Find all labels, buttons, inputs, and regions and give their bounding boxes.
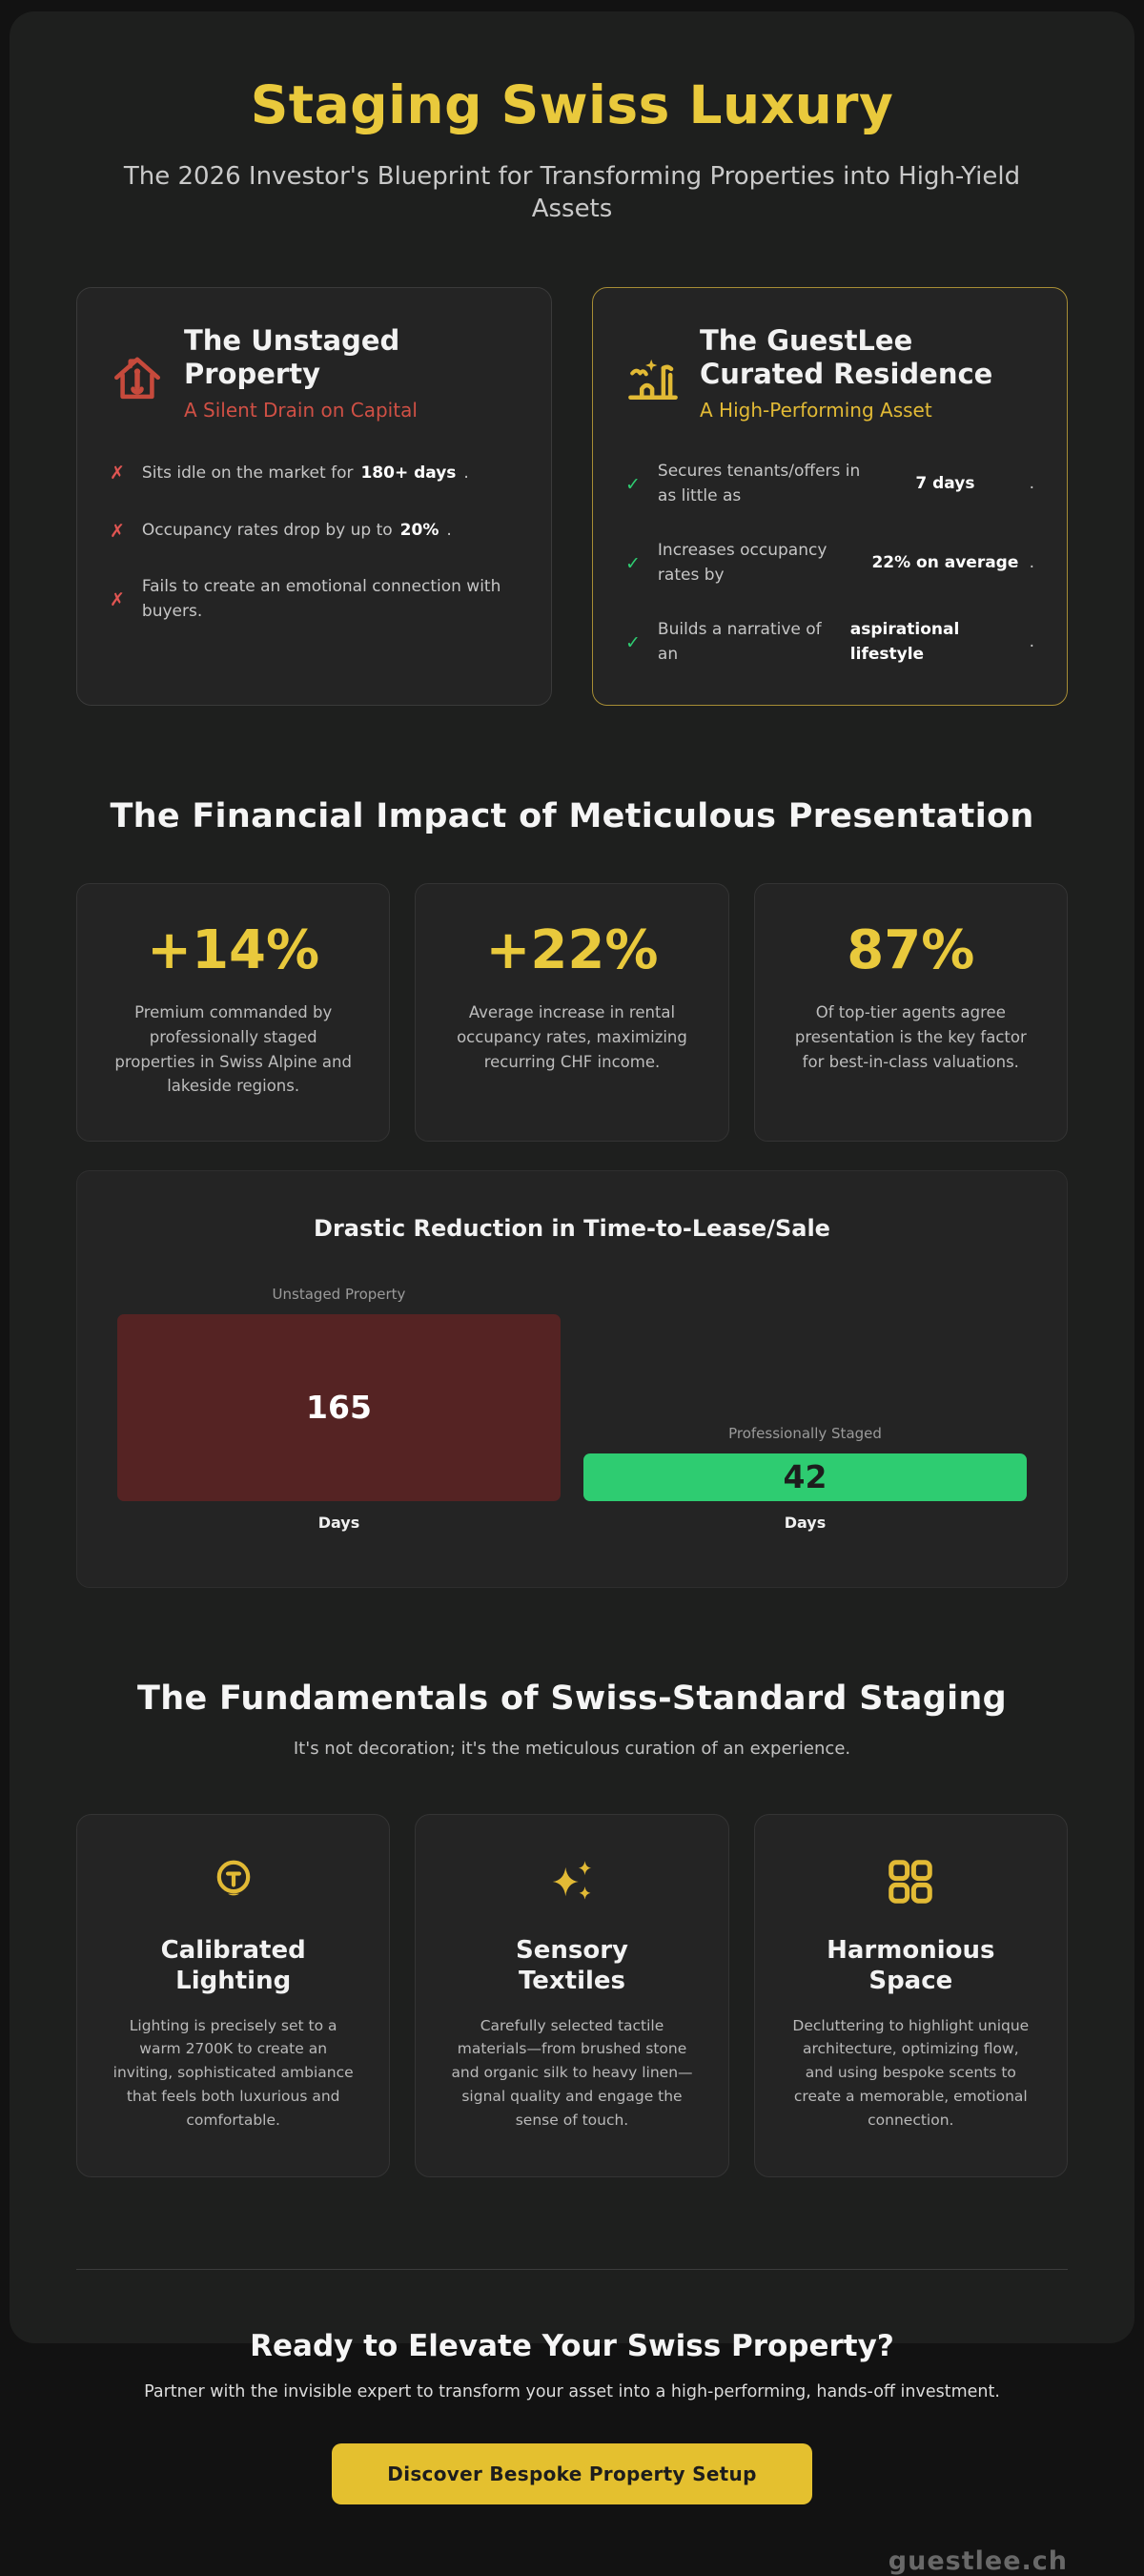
check-icon: ✓ [625,552,641,574]
fundamental-title: Harmonious Space [827,1935,995,1996]
financial-impact-heading: The Financial Impact of Meticulous Presentation [110,797,1034,836]
fundamental-text: Carefully selected tactile materials—from brushed stone and organic silk to heavy linen—signal quality and engage the sense of touch. [451,2016,693,2129]
bar-column-unstaged [117,1286,561,1532]
house-repair-icon [110,324,165,404]
stat-card-occupancy [415,883,728,1141]
unstaged-card-subtitle: A Silent Drain on Capital [184,399,418,422]
stat-value: +14% [147,919,320,982]
stat-description: Average increase in rental occupancy rates, maximizing recurring CHF income. [457,1003,687,1071]
cross-icon: ✗ [110,520,125,542]
fundamentals-subtitle: It's not decoration; it's the meticulous curation of an experience. [293,1738,851,1759]
bar-label: Unstaged Property [272,1285,406,1303]
stat-description: Premium commanded by professionally staged properties in Swiss Alpine and lakeside regions. [114,1003,352,1096]
stat-description: Of top-tier agents agree presentation is the key factor for best-in-class valuations. [794,1003,1027,1071]
fundamental-text: Decluttering to highlight unique architecture, optimizing flow, and using bespoke scents to create a memorable, emotional connection. [792,2016,1030,2129]
stat-value: 87% [847,919,975,982]
fundamentals-heading: The Fundamentals of Swiss-Standard Staging [137,1679,1007,1718]
chart-title: Drastic Reduction in Time-to-Lease/Sale [314,1214,830,1242]
unstaged-property-card [76,287,552,707]
stat-card-agents [754,883,1068,1141]
check-icon: ✓ [625,631,641,653]
list-item: ✓ Increases occupancy rates by 22% on average . [625,541,1034,585]
bar-unit: Days [317,1513,360,1532]
cta-heading: Ready to Elevate Your Swiss Property? [250,2328,894,2363]
unstaged-card-title: The Unstaged Property [184,323,400,390]
stat-card-premium [76,883,390,1141]
time-to-lease-chart [76,1170,1068,1588]
page-title: Staging Swiss Luxury [250,74,894,135]
cta-subtitle: Partner with the invisible expert to transform your asset into a high-performing, hands-off investment. [144,2381,1000,2401]
page-subtitle: The 2026 Investor's Blueprint for Transforming Properties into High-Yield Assets [123,162,1021,224]
staged-city-icon [625,324,681,404]
grid-icon [780,1855,1042,1908]
list-item: ✗ Occupancy rates drop by up to 20% . [110,518,519,546]
list-item: ✗ Fails to create an emotional connection with buyers. [110,577,501,621]
comparison-section [76,287,1068,707]
bar-staged [583,1453,1027,1501]
bar-column-staged [583,1425,1027,1532]
footer-brand: guestlee.ch [888,2545,1068,2576]
cross-icon: ✗ [110,463,125,484]
page-panel [10,11,1134,2576]
fundamental-card-textiles [415,1814,728,2177]
list-item: ✓ Secures tenants/offers in as little as 7 days . [625,462,1034,505]
curated-card-subtitle: A High-Performing Asset [700,399,932,422]
fundamental-title: Sensory Textiles [515,1935,628,1996]
bar-value: 42 [783,1458,827,1496]
stats-section [76,883,1068,1141]
fundamental-text: Lighting is precisely set to a warm 2700K to create an inviting, sophisticated ambiance that feels both luxurious and comfortable. [112,2016,354,2129]
fundamentals-section [76,1814,1068,2177]
section-divider [76,2269,1068,2270]
unstaged-item-list [110,460,519,624]
curated-card-title: The GuestLee Curated Residence [700,323,993,390]
cross-icon: ✗ [110,588,125,610]
curated-residence-card [592,287,1068,707]
fundamental-title: Calibrated Lighting [160,1935,306,1996]
discover-setup-button[interactable]: Discover Bespoke Property Setup [332,2443,811,2504]
bar-value: 165 [306,1389,372,1427]
bar-chart [117,1286,1027,1532]
fundamental-card-lighting [76,1814,390,2177]
list-item: ✗ Sits idle on the market for 180+ days . [110,460,519,487]
bar-unit: Days [784,1513,827,1532]
bar-label: Professionally Staged [728,1424,882,1442]
sparkles-icon [440,1855,703,1908]
check-icon: ✓ [625,473,641,495]
curated-item-list [625,460,1034,667]
stat-value: +22% [485,919,659,982]
lightbulb-icon [102,1855,364,1908]
list-item: ✓ Builds a narrative of an aspirational lifestyle . [625,620,1034,664]
fundamental-card-space [754,1814,1068,2177]
bar-unstaged [117,1314,561,1501]
